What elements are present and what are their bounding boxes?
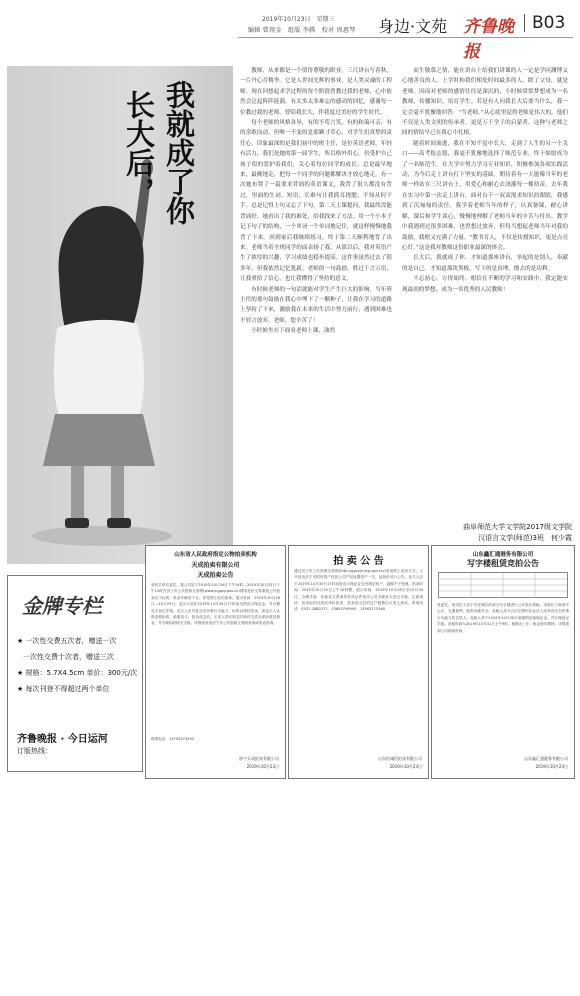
issue-date: 2019年10月23日 星期三 [262,16,335,23]
girl-writing-on-board-illustration [7,66,233,564]
notice-title: 写字楼租赁竞拍公告 [467,559,539,568]
article-title-line-1: 我就成了你 [162,80,196,225]
notice-title: 天成拍卖公告 [197,572,234,579]
notice-date: 2019年10月23日 [246,764,279,769]
paragraph: 长大后，我就成了你，才知道那座讲台，举起的是别人，奉献的是自己。才知道那块黑板，写下的是真理，擦去的是功利。 [402,255,568,272]
lease-bidding-notice [431,545,575,779]
article-column-2 [402,66,568,506]
gold-column-ad [7,575,143,772]
ad-spec-line: ★ 规格：5.7X4.5cm 单价：300元/次 [17,669,138,677]
notice-body: 通过济宁市公共资源交易网(http://ggzy.jining.gov.cn/)采用网上竞价方式，公开拍卖济宁市国有资产经营公司产权处置资产一宗，起拍价另行公告。竞买人应于2019年10月30日17时前将竞买保证金交至指定账户，逾期不予受理。拍卖时间：2019年10月31日上午10时整。展示时间：2019年10月28日至10月30日。办理手续：有意竞买者请持有效证件到本公司办理竞买登记手续。注意事项：拍卖标的以现状净价拍卖，拍卖成交后的过户税费由买受人承担。咨询电话：0537-2882277、13653799990、13563715360 [294,569,423,612]
notice-contact: 联系电话：13705373294 [151,737,195,741]
article-title-line-2: 长大后， [122,90,156,206]
feature-illustration [7,66,233,564]
lease-table-grid [439,573,567,597]
notice-body: 受委托，现对位于济宁市任城区的部分写字楼进行公开竞价招租。房屋位于商务中心区，交通便利，配套设施齐全。竞租人须为合法注册的企业法人或具有完全民事行为能力的自然人。竞租人须于2019年10月30日前缴纳竞租保证金，并办理登记手续。竞租时间为2019年10月31日上午9时。租期为三年，租金按年缴纳。详情请到公司现场咨询。 [437,603,569,633]
ad-brand-line: 齐鲁晚报 · 今日运河 [17,734,108,745]
notice-signature: 山东恒诚信拍卖有限公司 [378,756,422,761]
paragraph: 随着时间流逝，我在不知不觉中长大，走到了人生的另一个关口——高考报志愿，我毫不犹豫地选择了师范专业，终于如愿成为了一名师范生。在大学中努力学习专业知识，积极参加各项实践活动，为今后走上讲台打下坚实的基础，期待着有一天能像当年的老师一样站在三尺讲台上，用爱心和耐心去浇灌每一棵幼苗。去年我在实习中第一次走上讲台，面对台下一双双渴求知识的眼睛，我感到了沉甸甸的责任。我学着老师当年的样子，认真备课，耐心讲解，课后和学生谈心，慢慢地理解了老师当年的辛苦与付出。教学中我遇到过很多困难，也曾想过放弃，但每当想起老师当年对我的鼓励，我便又充满了力量。“教书育人，不仅是传授知识，更是点亮心灯。”这是我对教师这份职业最深的体会。 [402,140,568,251]
notice-date: 2019年10月23日 [389,764,422,769]
author-school: 曲阜师范大学文学院2017级文学院 [463,523,572,531]
editor-credits: 编辑 曾现金 组版 李腾 校对 周惠琴 [248,27,356,34]
page-number: B03 [532,13,566,33]
auction-notice-hengcheng [288,545,429,779]
paragraph: 有时候老师的一句话就能对学生产生巨大的影响，当年班主任的那句鼓励在我心中埋下了一颗种子，让我在学习的道路上坚持了下来，激励我在未来的生活中努力前行，遇到困难也不轻言放弃。老师，您辛苦了！ [240,286,392,324]
notice-title: 拍 卖 公 告 [333,556,384,567]
notice-org: 山东鑫汇通港务有限公司 [472,552,534,558]
author-byline [402,522,572,544]
ad-hotline: 订版热线： [17,747,52,755]
ad-offer-line: ★ 一次性交费五次者，赠送一次 [17,637,117,645]
paragraph: 而生敬慕之情，能在讲台上给我们讲课的人一定是学问渊博又心地善良的人。上学时和我们相处时间最多的人，除了父母，就是老师。因而对老师的感情往往是深沉的，小时候常常梦想成为一名教师，传播知识，培育学生。若是有人问我长大后要当什么，我一定会毫不犹豫地回答：“当老师。”从心底里觉得老师是伟大的，他们不仅是人类文明的传承者，更是万千学子的启蒙者，这种与老师之间的情结早已在我心中扎根。 [402,68,568,137]
notice-body: 受有关单位委托，我公司定于2019年10月30日下午14时—2019年10月31日下午14时在济宁市公共资源交易网(www.jnggzy.gov.cn)网络竞价交易系统公开拍卖以下标的：机动车辆若干台，详见网上标的清单。展示时间：2019年10月28日—10月29日。竞买人须在2019年10月29日17时前交纳竞买保证金，并办理竞买登记手续。竞买人应具备完全民事行为能力，标的以现状拍卖，请竞买人认真查看标的，慎重竞买。拍卖成交后，买受人须在规定时间内交清全部价款及佣金，并办理标的移交手续。详情请登录济宁市公共资源交易网查询或电话咨询。 [151,583,280,626]
ad-rule-line: ★ 每次刊登不得超过两个单位 [17,685,110,693]
lease-table [438,572,568,598]
newspaper-logo: 齐鲁晚报 [463,17,514,62]
paragraph: 教师，从来都是一个值得尊敬的职业。三尺讲台写春秋，一片丹心育桃李。它是人世间光辉的事业，是人类灵魂的工程师。现在回想起求学过程的每个阶段曾教过我的老师，心中依然会泛起阵阵涟漪，有太多太多难忘的感动的回忆，感谢每一位教过我的老师，曾陪我长大，伴我度过美好的学生时代。 [240,68,392,116]
article-column-1 [240,66,392,556]
auction-notice-tiancheng [145,545,286,779]
paragraph: 不忘初心，方得始终。相信在不断的学习和实践中，我定能实现最初的梦想，成为一名优秀的人民教师！ [402,276,568,293]
header-separator [524,14,525,32]
header-rule [238,37,573,38]
ad-offer-line: 一次性交费十次者，赠送三次 [23,653,114,661]
notice-signature: 济宁天成拍卖有限公司 [239,756,279,761]
notice-date: 2019年10月23日 [535,764,568,769]
paragraph: 小时候坐在下面看老师上课，油然 [251,328,336,335]
author-class-name: 汉语言文学(师范)3班 何少霞 [478,534,572,542]
notice-signature: 山东鑫汇通港务有限公司 [524,756,568,761]
notice-org: 山东省人民政府指定公物拍卖机构 [174,552,257,558]
paragraph: 每个老师的风格各异，有的不苟言笑，有的和蔼可亲，有的余歌而动。但唯一不变的是那颗寸草心，对学生们真挚的责任心。印象最深的是我们初中的班主任，是位英语老师，年轻有活力，我们是她的第一届学生，所以格外用心。倍受护自己孩子似的爱护着我们，关心着每位同学的成长。总是最早地来，最晚地走，把每一个同学的问题都解决才放心地走。有一次她布置了一篇要求背诵的英语课文，我背了很久都没有背过，里面的生词、短语、长难句让我抓耳挠腮，不知从何下手。总是记得上句又忘了下句。第二天上课提问，我最终没能背诵好，她看出了我的难处，给我找来了方法。用一个小本子记下句子的结构，一个单词一个单词地记住，就这样慢慢地我背了下来。回到家后我继续练习，终于第二天顺利地背了出来。老师当着全班同学的面表扬了我，从那以后，我对英语产生了浓厚的兴趣，学习成绩也稳步提高。这件事虽然过去了很多年，但我依然记忆犹新。老师的一句鼓励，胜过千言万语，让我重拾了信心，也让我懂得了坚持的意义。 [240,120,392,283]
notice-company: 天成拍卖有限公司 [191,562,240,569]
section-name: 身边·文苑 [378,17,448,36]
gold-column-title: 金牌专栏 [22,594,102,618]
